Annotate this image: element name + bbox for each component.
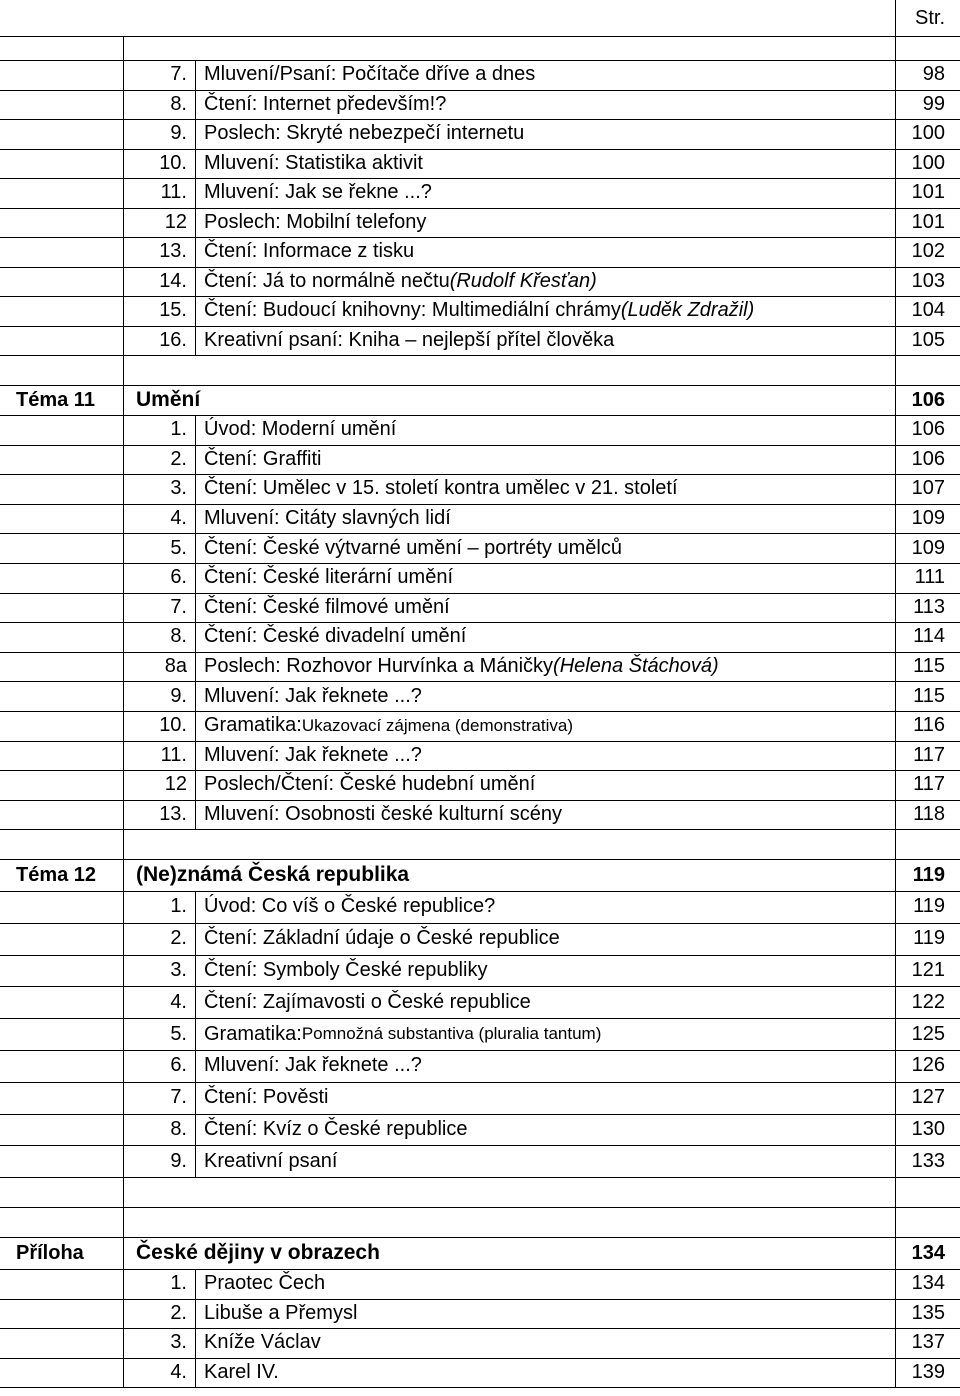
entry-page: 137 <box>895 1328 951 1358</box>
section-header <box>0 859 960 891</box>
entry-number: 3. <box>123 1328 195 1358</box>
toc-entry <box>0 652 960 682</box>
entry-title: Čtení: Kvíz o České republice <box>204 1117 468 1140</box>
toc-entry <box>0 474 960 504</box>
blank-row <box>0 36 960 60</box>
entry-number: 4. <box>123 986 195 1018</box>
section-theme: Téma 12 <box>16 863 97 886</box>
toc-entry <box>0 1269 960 1299</box>
entry-number: 7. <box>123 60 195 90</box>
entry-page: 107 <box>895 474 951 504</box>
entry-title-cell <box>195 652 895 682</box>
blank-cell <box>123 1177 895 1207</box>
entry-number: 1. <box>123 891 195 923</box>
entry-page: 119 <box>895 923 951 955</box>
entry-page: 116 <box>895 711 951 741</box>
entry-title-cell <box>195 296 895 326</box>
entry-title: Poslech: Rozhovor Hurvínka a Máničky <box>204 655 554 678</box>
toc-entry <box>0 178 960 208</box>
entry-number: 14. <box>123 267 195 297</box>
section-header <box>0 385 960 415</box>
entry-title-cell <box>195 415 895 445</box>
entry-title: Kreativní psaní <box>204 1149 338 1172</box>
entry-title-cell <box>195 237 895 267</box>
entry-title: Čtení: České filmové umění <box>204 595 450 618</box>
entry-page: 121 <box>895 955 951 987</box>
blank-row <box>0 829 960 859</box>
entry-author: (Luděk Zdražil) <box>620 299 755 322</box>
toc-entry <box>0 208 960 238</box>
entry-page: 105 <box>895 326 951 356</box>
toc-entry <box>0 119 960 149</box>
entry-title-cell <box>195 119 895 149</box>
entry-number: 10. <box>123 149 195 179</box>
entry-title: Mluvení: Jak řeknete ...? <box>204 743 422 766</box>
section-title: České dějiny v obrazech <box>123 1237 895 1269</box>
blank-cell <box>895 355 951 385</box>
entry-page: 118 <box>895 800 951 830</box>
entry-title: Libuše a Přemysl <box>204 1301 358 1324</box>
entry-number: 2. <box>123 445 195 475</box>
entry-title-cell <box>195 60 895 90</box>
entry-title-cell <box>195 593 895 623</box>
toc-entry <box>0 563 960 593</box>
entry-number: 9. <box>123 681 195 711</box>
toc-entry <box>0 1018 960 1050</box>
toc-entry <box>0 770 960 800</box>
entry-number: 5. <box>123 1018 195 1050</box>
entry-number: 12 <box>123 208 195 238</box>
entry-number: 10. <box>123 711 195 741</box>
toc-entry <box>0 1082 960 1114</box>
toc-entry <box>0 1358 960 1388</box>
entry-page: 103 <box>895 267 951 297</box>
entry-title: Poslech/Čtení: České hudební umění <box>204 773 536 796</box>
entry-number: 8. <box>123 90 195 120</box>
entry-page: 115 <box>895 681 951 711</box>
entry-title: Úvod: Co víš o České republice? <box>204 895 496 918</box>
entry-page: 127 <box>895 1082 951 1114</box>
entry-number: 16. <box>123 326 195 356</box>
entry-page: 113 <box>895 593 951 623</box>
entry-page: 117 <box>895 770 951 800</box>
toc-entry <box>0 741 960 771</box>
entry-title: Čtení: Umělec v 15. století kontra umělec v 21. století <box>204 477 678 500</box>
entry-page: 100 <box>895 149 951 179</box>
entry-number: 4. <box>123 1358 195 1388</box>
entry-number: 4. <box>123 504 195 534</box>
toc-entry <box>0 593 960 623</box>
entry-title: Kníže Václav <box>204 1331 321 1354</box>
blank-cell <box>895 1207 951 1237</box>
toc-entry <box>0 955 960 987</box>
entry-page: 111 <box>895 563 951 593</box>
toc-entry <box>0 237 960 267</box>
toc-entry <box>0 445 960 475</box>
entry-title: Mluvení: Statistika aktivit <box>204 151 423 174</box>
section-page: 119 <box>895 859 951 891</box>
toc-entry <box>0 800 960 830</box>
row-divider <box>0 1387 960 1388</box>
entry-page: 101 <box>895 178 951 208</box>
entry-page: 100 <box>895 119 951 149</box>
entry-subtitle: Pomnožná substantiva (pluralia tantum) <box>301 1024 602 1044</box>
entry-page: 119 <box>895 891 951 923</box>
entry-title-cell <box>195 741 895 771</box>
entry-number: 12 <box>123 770 195 800</box>
blank-cell <box>123 829 895 859</box>
entry-title: Poslech: Skryté nebezpečí internetu <box>204 122 525 145</box>
blank-row <box>0 355 960 385</box>
entry-title: Gramatika: <box>204 714 302 737</box>
entry-page: 126 <box>895 1050 951 1082</box>
entry-number: 2. <box>123 923 195 955</box>
blank-cell <box>123 1207 895 1237</box>
entry-title: Čtení: České literární umění <box>204 566 453 589</box>
entry-title-cell <box>195 208 895 238</box>
entry-title-cell <box>195 955 895 987</box>
entry-page: 133 <box>895 1145 951 1177</box>
entry-title-cell <box>195 474 895 504</box>
entry-author: (Helena Štáchová) <box>553 655 719 678</box>
entry-title-cell <box>195 90 895 120</box>
entry-number: 9. <box>123 119 195 149</box>
entry-number: 3. <box>123 955 195 987</box>
entry-title: Mluvení: Jak řeknete ...? <box>204 1054 422 1077</box>
entry-title-cell <box>195 622 895 652</box>
section-theme: Téma 11 <box>16 388 95 411</box>
blank-cell <box>895 36 951 60</box>
entry-page: 106 <box>895 445 951 475</box>
toc-entry <box>0 296 960 326</box>
entry-page: 106 <box>895 415 951 445</box>
entry-title: Praotec Čech <box>204 1272 326 1295</box>
entry-page: 130 <box>895 1114 951 1146</box>
entry-number: 6. <box>123 1050 195 1082</box>
entry-number: 1. <box>123 415 195 445</box>
toc-entry <box>0 504 960 534</box>
entry-title-cell <box>195 1082 895 1114</box>
header-row <box>0 0 960 36</box>
section-header <box>0 1237 960 1269</box>
blank-cell <box>123 355 895 385</box>
entry-title: Čtení: Zajímavosti o České republice <box>204 990 531 1013</box>
entry-title: Čtení: Graffiti <box>204 447 322 470</box>
entry-number: 1. <box>123 1269 195 1299</box>
toc-entry <box>0 1145 960 1177</box>
toc-entry <box>0 1050 960 1082</box>
entry-title-cell <box>195 923 895 955</box>
section-page: 134 <box>895 1237 951 1269</box>
entry-title-cell <box>195 1050 895 1082</box>
toc-entry <box>0 891 960 923</box>
entry-title-cell <box>195 1358 895 1388</box>
entry-page: 135 <box>895 1299 951 1329</box>
entry-title: Čtení: Informace z tisku <box>204 240 415 263</box>
entry-title: Čtení: České divadelní umění <box>204 625 467 648</box>
entry-number: 13. <box>123 237 195 267</box>
entry-title: Čtení: České výtvarné umění – portréty umělců <box>204 536 622 559</box>
entry-title: Čtení: Pověsti <box>204 1086 329 1109</box>
entry-page: 125 <box>895 1018 951 1050</box>
entry-title: Mluvení: Jak řeknete ...? <box>204 684 422 707</box>
entry-title-cell <box>195 1145 895 1177</box>
entry-title-cell <box>195 563 895 593</box>
entry-title-cell <box>195 326 895 356</box>
entry-page: 101 <box>895 208 951 238</box>
entry-number: 7. <box>123 593 195 623</box>
entry-title: Čtení: Budoucí knihovny: Multimediální chrámy <box>204 299 621 322</box>
entry-title-cell <box>195 770 895 800</box>
toc-entry <box>0 533 960 563</box>
entry-title: Mluvení/Psaní: Počítače dříve a dnes <box>204 63 536 86</box>
entry-title-cell <box>195 681 895 711</box>
entry-number: 3. <box>123 474 195 504</box>
entry-title: Gramatika: <box>204 1022 302 1045</box>
toc-entry <box>0 1299 960 1329</box>
section-theme: Příloha <box>16 1241 84 1264</box>
entry-title-cell <box>195 1018 895 1050</box>
entry-title: Poslech: Mobilní telefony <box>204 210 427 233</box>
entry-page: 115 <box>895 652 951 682</box>
entry-page: 109 <box>895 504 951 534</box>
entry-number: 6. <box>123 563 195 593</box>
entry-title: Mluvení: Citáty slavných lidí <box>204 507 451 530</box>
entry-title: Úvod: Moderní umění <box>204 418 397 441</box>
entry-number: 9. <box>123 1145 195 1177</box>
toc-entry <box>0 1328 960 1358</box>
entry-page: 117 <box>895 741 951 771</box>
entry-title-cell <box>195 1328 895 1358</box>
entry-number: 15. <box>123 296 195 326</box>
toc-entry <box>0 326 960 356</box>
toc-entry <box>0 923 960 955</box>
entry-title-cell <box>195 800 895 830</box>
section-title: (Ne)známá Česká republika <box>123 859 895 891</box>
entry-title-cell <box>195 267 895 297</box>
toc-entry <box>0 149 960 179</box>
entry-title-cell <box>195 533 895 563</box>
entry-number: 11. <box>123 741 195 771</box>
entry-page: 104 <box>895 296 951 326</box>
entry-title: Kreativní psaní: Kniha – nejlepší přítel člověka <box>204 328 615 351</box>
entry-page: 134 <box>895 1269 951 1299</box>
entry-title-cell <box>195 445 895 475</box>
entry-number: 5. <box>123 533 195 563</box>
toc-entry <box>0 986 960 1018</box>
toc-entry <box>0 415 960 445</box>
blank-row <box>0 1207 960 1237</box>
entry-number: 11. <box>123 178 195 208</box>
entry-title: Čtení: Základní údaje o České republice <box>204 927 560 950</box>
entry-title: Mluvení: Jak se řekne ...? <box>204 181 432 204</box>
entry-number: 2. <box>123 1299 195 1329</box>
entry-subtitle: Ukazovací zájmena (demonstrativa) <box>301 715 573 735</box>
toc-entry <box>0 622 960 652</box>
entry-title-cell <box>195 711 895 741</box>
entry-page: 122 <box>895 986 951 1018</box>
entry-number: 13. <box>123 800 195 830</box>
entry-title: Čtení: Internet především!? <box>204 92 447 115</box>
entry-title-cell <box>195 986 895 1018</box>
entry-number: 8. <box>123 622 195 652</box>
blank-cell <box>123 36 895 60</box>
page-column-label: Str. <box>895 0 951 36</box>
entry-page: 102 <box>895 237 951 267</box>
blank-cell <box>895 829 951 859</box>
toc-entry <box>0 711 960 741</box>
entry-title-cell <box>195 891 895 923</box>
entry-number: 8a <box>123 652 195 682</box>
entry-title: Karel IV. <box>204 1360 279 1383</box>
entry-title-cell <box>195 1299 895 1329</box>
section-title: Umění <box>123 385 895 415</box>
entry-number: 7. <box>123 1082 195 1114</box>
toc-entry <box>0 60 960 90</box>
entry-number: 8. <box>123 1114 195 1146</box>
entry-title: Čtení: Symboly České republiky <box>204 958 488 981</box>
toc-entry <box>0 1114 960 1146</box>
entry-title-cell <box>195 1114 895 1146</box>
entry-page: 139 <box>895 1358 951 1388</box>
entry-title: Čtení: Já to normálně nečtu <box>204 269 450 292</box>
entry-title-cell <box>195 504 895 534</box>
entry-title-cell <box>195 1269 895 1299</box>
section-page: 106 <box>895 385 951 415</box>
toc-entry <box>0 90 960 120</box>
entry-page: 114 <box>895 622 951 652</box>
blank-row <box>0 1177 960 1207</box>
entry-page: 109 <box>895 533 951 563</box>
entry-page: 98 <box>895 60 951 90</box>
entry-title: Mluvení: Osobnosti české kulturní scény <box>204 803 562 826</box>
entry-page: 99 <box>895 90 951 120</box>
blank-cell <box>895 1177 951 1207</box>
toc-entry <box>0 267 960 297</box>
toc-entry <box>0 681 960 711</box>
entry-author: (Rudolf Křesťan) <box>449 269 597 292</box>
entry-title-cell <box>195 178 895 208</box>
entry-title-cell <box>195 149 895 179</box>
